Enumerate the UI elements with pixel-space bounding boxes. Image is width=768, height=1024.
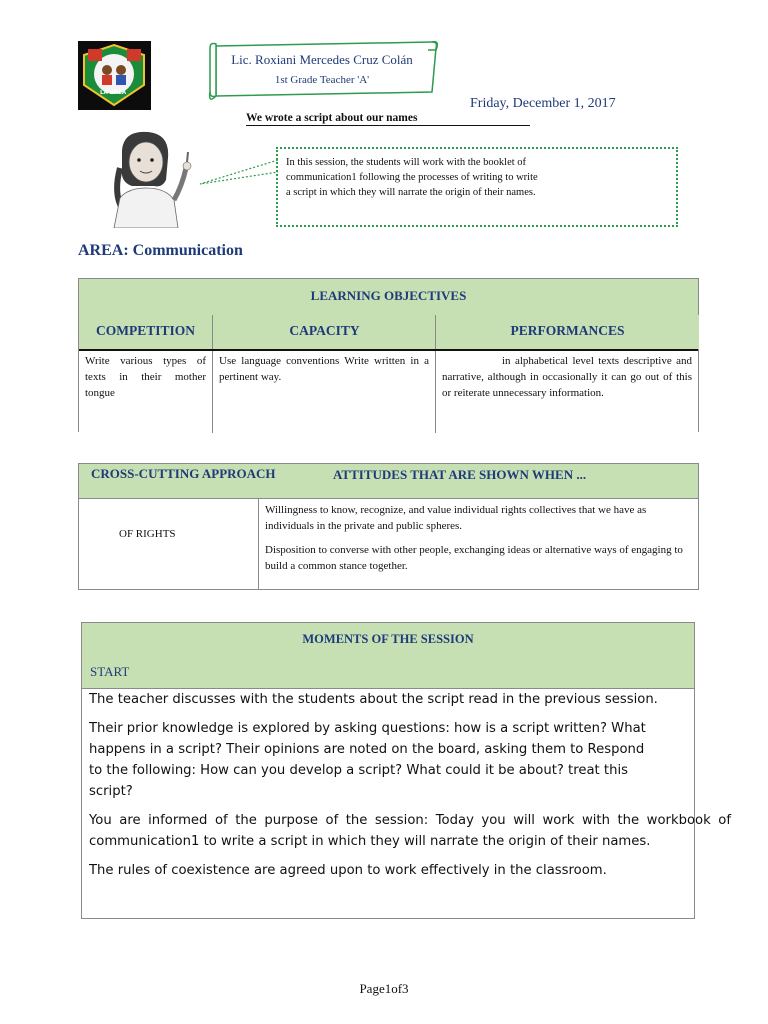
session-intro-box [276,147,678,227]
area-heading: AREA: Communication [78,242,243,259]
session-date: Friday, December 1, 2017 [470,96,616,111]
moments-title: MOMENTS OF THE SESSION [82,623,694,658]
start-label: START [82,657,694,689]
attitude-item: Disposition to converse with other people, exchanging ideas or alternative ways of engaging to build a common stance together. [265,544,683,572]
learning-objectives-table [78,278,699,432]
start-content [89,689,731,889]
approach-value: OF RIGHTS [119,528,176,540]
header-attitudes: ATTITUDES THAT ARE SHOWN WHEN ... [333,467,587,482]
speech-pointer-icon [198,158,278,188]
competition-cell: Write various types of texts in their mother tongue [85,355,206,399]
intro-text [286,155,611,200]
lesson-title: We wrote a script about our names [246,112,530,126]
logo-text: LA BREA [100,90,127,96]
page-number: Page1of3 [359,981,409,996]
moment-paragraph: You are informed of the purpose of the session: Today you will work with the workbook of communication1 to write a script in which they will narrate the origin of their names. [89,813,731,849]
learning-objectives-title: LEARNING OBJECTIVES [79,279,698,316]
table-row [79,349,698,433]
header-capacity: CAPACITY [212,315,436,349]
intro-line: In this session, the students will work with the booklet of [286,157,527,168]
attitude-item: Willingness to know, recognize, and value individual rights collectives that we have as individuals in the private and public spheres. [265,504,647,532]
cross-cutting-header-row [79,464,698,499]
header-cross-cutting: CROSS-CUTTING APPROACH [91,466,276,481]
moment-paragraph: The teacher discusses with the students about the script read in the previous session. [89,692,658,707]
cross-cutting-table [78,463,699,590]
teacher-name: Lic. Roxiani Mercedes Cruz Colán [231,52,413,67]
intro-line: a script in which they will narrate the origin of their names. [286,187,536,198]
intro-line: communication1 following the processes of writing to write [286,172,538,183]
header-competition: COMPETITION [79,315,212,349]
moment-paragraph: Their prior knowledge is explored by asking questions: how is a script written? What happens in a script? Their opinions are noted on the board, asking them to Respond to the following: How can you develop a script? What could it be about? treat this script? [89,721,646,799]
moments-table [81,622,731,919]
header-performances: PERFORMANCES [435,315,699,349]
attitudes-cell [265,502,695,582]
moment-paragraph: The rules of coexistence are agreed upon to work effectively in the classroom. [89,863,607,878]
teacher-banner [206,38,438,106]
performances-cell: in alphabetical level texts descriptive and narrative, although in occasionally it can go out of this or reiterate unnecessary information. [435,351,698,433]
capacity-cell: Use language conventions Write written in a pertinent way. [212,351,435,433]
teacher-role: 1st Grade Teacher 'A' [274,74,370,86]
school-logo [78,41,151,110]
approach-cell [79,498,259,589]
girl-illustration-icon [92,128,204,228]
